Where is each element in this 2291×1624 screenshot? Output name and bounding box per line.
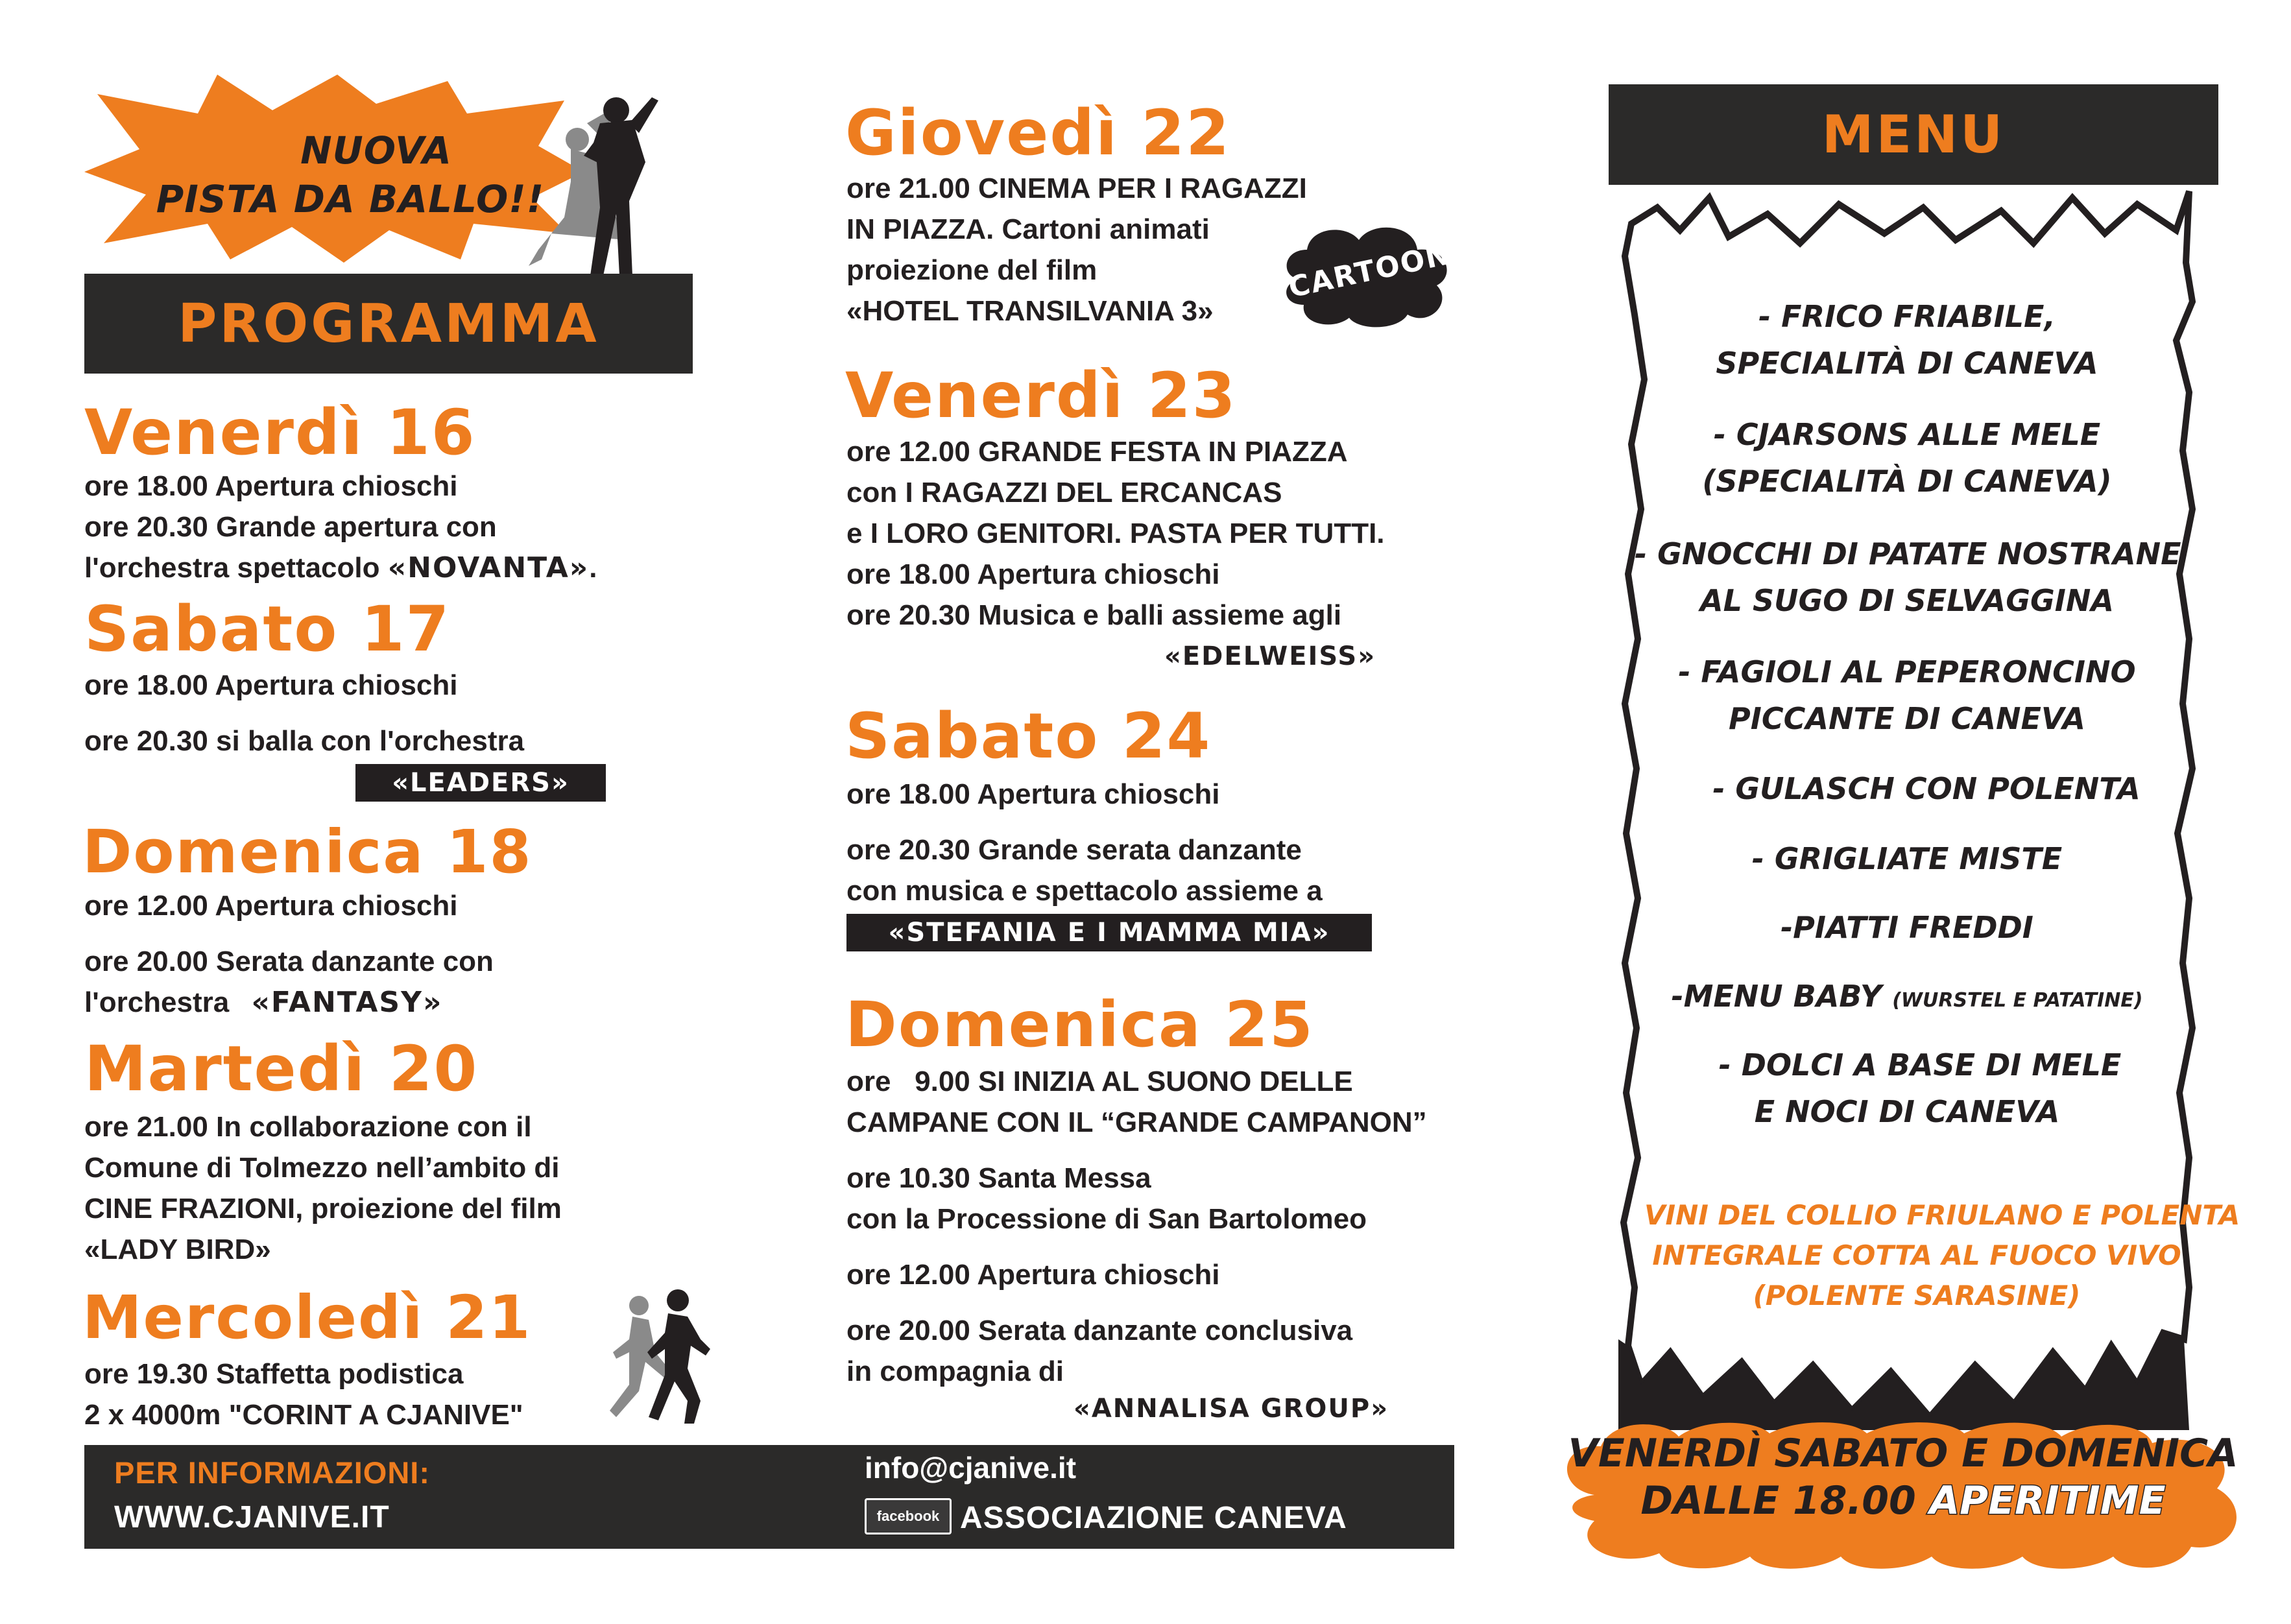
- event-line: ore 12.00 Apertura chioschi: [84, 890, 458, 922]
- event-line: con la Processione di San Bartolomeo: [846, 1203, 1367, 1235]
- menu-item-baby: [1635, 973, 2179, 1024]
- event-text: l'orchestra: [84, 986, 230, 1018]
- band-fantasy: «FANTASY»: [251, 986, 443, 1019]
- runners-icon: [603, 1287, 714, 1427]
- event-line: ore 20.00 Serata danzante con: [84, 946, 494, 977]
- burst-line-2: PISTA DA BALLO!!: [156, 177, 545, 221]
- event-line: ore 18.00 Apertura chioschi: [846, 558, 1220, 590]
- menu-item-gnocchi-2: AL SUGO DI SELVAGGINA: [1700, 583, 2114, 618]
- day-domenica-25: Domenica 25: [845, 988, 1314, 1061]
- menu-note-1: VINI DEL COLLIO FRIULANO E POLENTA: [1644, 1199, 2240, 1231]
- event-line: ore 18.00 Apertura chioschi: [84, 470, 458, 502]
- event-line: con I RAGAZZI DEL ERCANCAS: [846, 477, 1282, 508]
- menu-item-gulasch: - GULASCH CON POLENTA: [1712, 771, 2141, 806]
- event-line: 2 x 4000m "CORINT A CJANIVE": [84, 1399, 523, 1431]
- event-line: [84, 986, 442, 1019]
- menu-item-gnocchi-1: - GNOCCHI DI PATATE NOSTRANE: [1635, 536, 2181, 571]
- day-venerdi-23: Venerdì 23: [845, 359, 1237, 432]
- menu-item-frico-2: SPECIALITÀ DI CANEVA: [1716, 346, 2098, 381]
- event-line: ore 21.00 In collaborazione con il: [84, 1111, 532, 1143]
- info-label: PER INFORMAZIONI:: [114, 1455, 430, 1490]
- band-annalisa-group: «ANNALISA GROUP»: [1074, 1394, 1389, 1424]
- event-line: ore 20.30 Grande apertura con: [84, 511, 497, 543]
- menu-note-2: INTEGRALE COTTA AL FUOCO VIVO: [1652, 1239, 2181, 1271]
- day-mercoledi-21: Mercoledì 21: [82, 1283, 532, 1352]
- menu-heading: [1609, 84, 2218, 185]
- band-edelweiss: «EDELWEISS»: [1164, 641, 1376, 671]
- menu-item-dolci-1: - DOLCI A BASE DI MELE: [1718, 1047, 2122, 1082]
- aperitime-time: DALLE 18.00: [1640, 1478, 1916, 1523]
- programma-title: PROGRAMMA: [178, 293, 599, 355]
- facebook-icon[interactable]: [865, 1498, 952, 1534]
- facebook-badge-text: facebook: [876, 1508, 940, 1524]
- menu-item-fagioli-2: PICCANTE DI CANEVA: [1729, 701, 2085, 736]
- menu-baby-main: -MENU BABY: [1671, 979, 1882, 1014]
- band-stefania-mamma-mia: «STEFANIA E I MAMMA MIA»: [846, 914, 1372, 951]
- event-line: CINE FRAZIONI, proiezione del film: [84, 1193, 562, 1224]
- dancers-icon: [525, 84, 681, 279]
- burst-line-1: NUOVA: [300, 128, 452, 173]
- event-line: ore 10.30 Santa Messa: [846, 1162, 1151, 1194]
- day-martedi-20: Martedì 20: [84, 1033, 479, 1105]
- menu-title: MENU: [1821, 104, 2006, 165]
- email-link[interactable]: info@cjanive.it: [865, 1451, 1077, 1485]
- event-line: ore 18.00 Apertura chioschi: [84, 669, 458, 701]
- event-line: ore 19.30 Staffetta podistica: [84, 1358, 464, 1390]
- event-text: l'orchestra spettacolo: [84, 552, 380, 584]
- day-domenica-18: Domenica 18: [82, 817, 533, 887]
- event-line: ore 18.00 Apertura chioschi: [846, 778, 1220, 810]
- band-novanta: «NOVANTA»: [387, 551, 590, 584]
- punctuation: .: [589, 552, 597, 584]
- event-line: proiezione del film: [846, 254, 1098, 286]
- programma-heading: [84, 274, 693, 374]
- website-link[interactable]: WWW.CJANIVE.IT: [114, 1500, 390, 1534]
- menu-item-frico-1: - FRICO FRIABILE,: [1758, 299, 2056, 334]
- event-line: CAMPANE CON IL “GRANDE CAMPANON”: [846, 1106, 1427, 1138]
- event-line: ore 9.00 SI INIZIA AL SUONO DELLE: [846, 1066, 1353, 1097]
- aperitime-line-1: VENERDÌ SABATO E DOMENICA: [1568, 1431, 2238, 1476]
- menu-item-fagioli-1: - FAGIOLI AL PEPERONCINO: [1678, 654, 2136, 689]
- event-line: ore 12.00 GRANDE FESTA IN PIAZZA: [846, 436, 1348, 468]
- event-line: ore 20.00 Serata danzante conclusiva: [846, 1315, 1353, 1346]
- film-hotel-transilvania: «HOTEL TRANSILVANIA 3»: [846, 295, 1214, 327]
- menu-item-grigliate: - GRIGLIATE MISTE: [1751, 841, 2063, 876]
- day-sabato-24: Sabato 24: [845, 700, 1212, 772]
- cartoon-label: CARTOON: [1286, 237, 1454, 305]
- day-giovedi-22: Giovedì 22: [845, 97, 1230, 169]
- film-lady-bird: «LADY BIRD»: [84, 1234, 271, 1265]
- event-line: ore 12.00 Apertura chioschi: [846, 1259, 1220, 1291]
- menu-item-cjarsons-1: - CJARSONS ALLE MELE: [1713, 417, 2101, 452]
- menu-item-piatti-freddi: -PIATTI FREDDI: [1781, 910, 2033, 945]
- menu-item-dolci-2: E NOCI DI CANEVA: [1754, 1094, 2060, 1129]
- facebook-page-name[interactable]: ASSOCIAZIONE CANEVA: [960, 1501, 1347, 1535]
- event-line: ore 20.30 Musica e balli assieme agli: [846, 599, 1342, 631]
- event-line: Comune di Tolmezzo nell’ambito di: [84, 1152, 560, 1184]
- aperitime-line-2: [1555, 1477, 2251, 1524]
- event-line: ore 21.00 CINEMA PER I RAGAZZI: [846, 173, 1307, 204]
- event-line: e I LORO GENITORI. PASTA PER TUTTI.: [846, 518, 1385, 549]
- event-line: in compagnia di: [846, 1355, 1064, 1387]
- day-venerdi-16: Venerdì 16: [84, 396, 476, 469]
- event-line: ore 20.30 Grande serata danzante: [846, 834, 1302, 866]
- event-line: con musica e spettacolo assieme a: [846, 875, 1323, 907]
- aperitime-word: APERITIME: [1929, 1478, 2166, 1523]
- event-line: ore 20.30 si balla con l'orchestra: [84, 725, 525, 757]
- band-leaders: «LEADERS»: [355, 764, 606, 802]
- event-line: IN PIAZZA. Cartoni animati: [846, 213, 1210, 245]
- menu-note-3: (POLENTE SARASINE): [1753, 1280, 2081, 1311]
- day-sabato-17: Sabato 17: [84, 593, 451, 665]
- event-line: [84, 552, 597, 584]
- menu-baby-detail: (WURSTEL E PATATINE): [1892, 989, 2143, 1012]
- menu-item-cjarsons-2: (SPECIALITÀ DI CANEVA): [1702, 464, 2112, 499]
